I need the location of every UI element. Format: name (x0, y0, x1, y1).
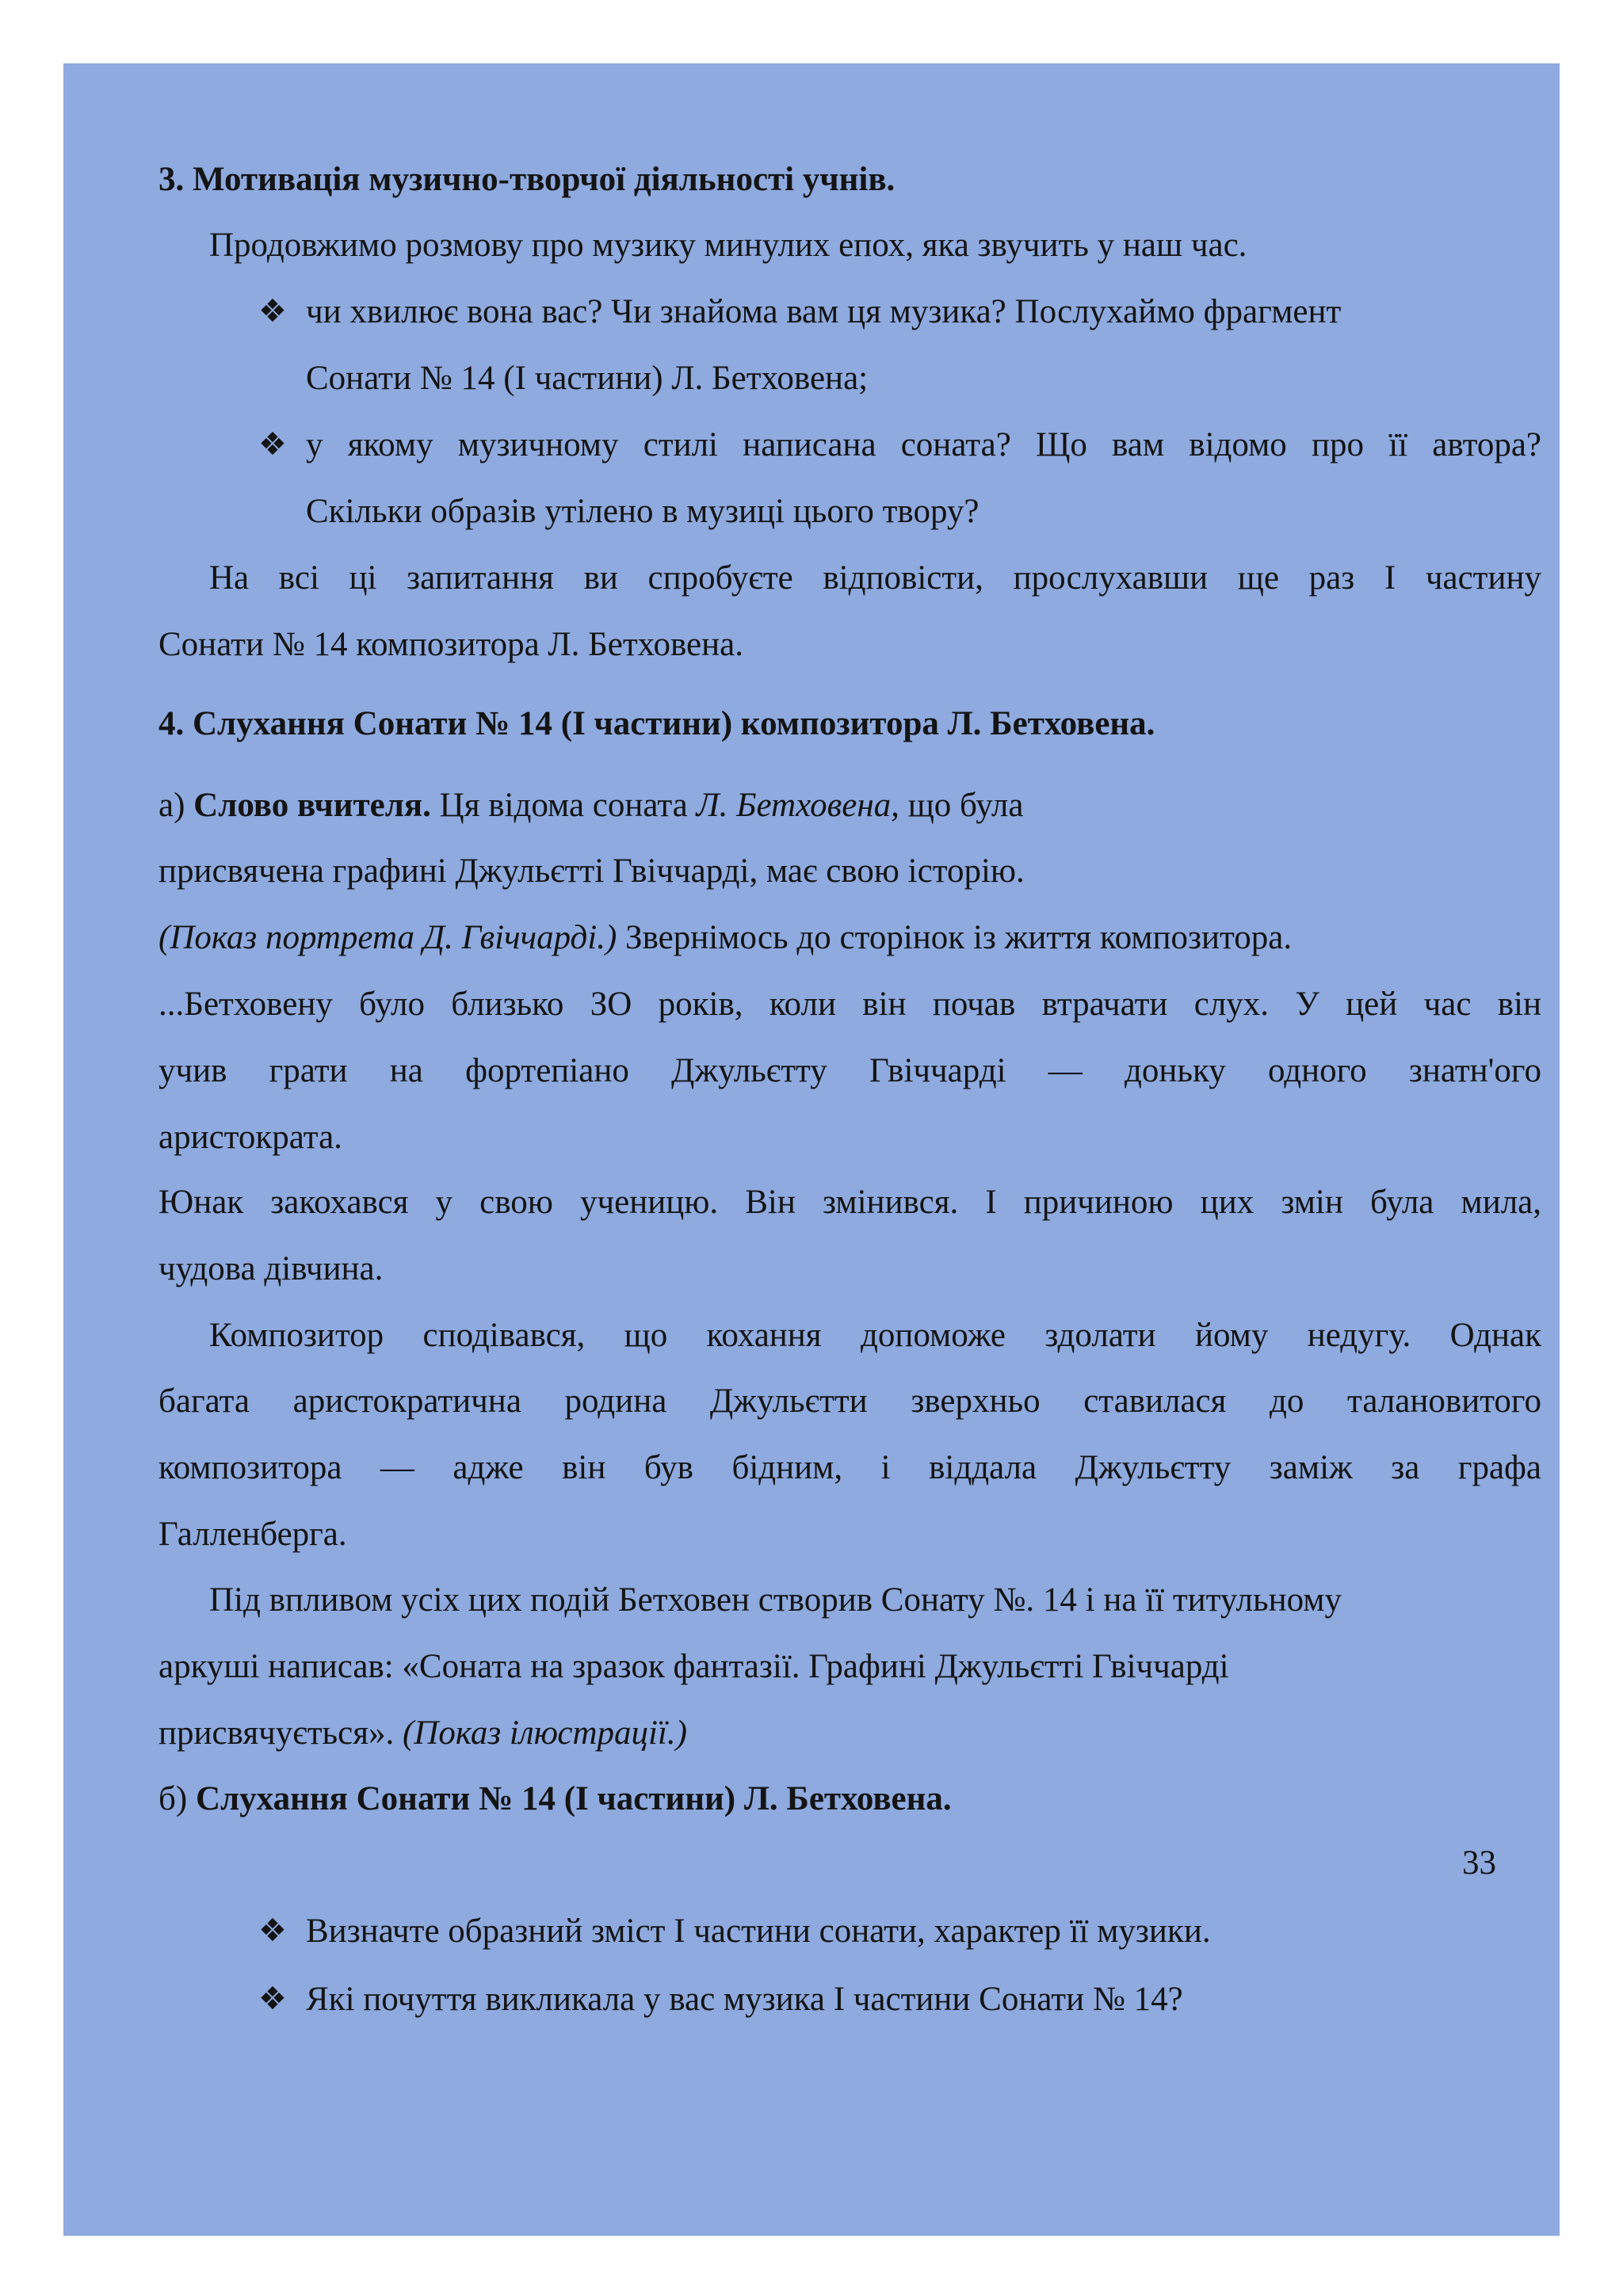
paragraph-4-line-3-text: присвячується». (158, 1714, 403, 1752)
item-b-heading: Слухання Сонати № 14 (І частини) Л. Бетховена. (195, 1780, 952, 1817)
paragraph-a-text-1: Ця відома соната (430, 787, 697, 824)
portrait-note: (Показ портрета Д. Гвіччарді.) (158, 919, 617, 956)
page-number: 33 (1462, 1844, 1496, 1882)
paragraph-a-text-2: що була (899, 787, 1024, 824)
paragraph-4-line-1: Під впливом усіх цих подій Бетховен створив Сонату №. 14 і на її титульному (209, 1581, 1342, 1619)
paragraph-a-line-2: присвячена графині Джульєтті Гвіччарді, має свою історію. (158, 852, 1025, 890)
item-b-line (158, 1766, 952, 1832)
paragraph-2-line-1: Юнак закохався у свою ученицю. Він змінився. І причиною цих змін була мила, (158, 1184, 1541, 1221)
paragraph-1-line-2: учив грати на фортепіано Джульєтту Гвіччарді — доньку одного знатн'ого (158, 1052, 1541, 1089)
teacher-word-label: Слово вчителя. (193, 787, 431, 824)
paragraph-a-line-1 (158, 772, 1023, 838)
paragraph-3-line-3: композитора — адже він був бідним, і віддала Джульєтту заміж за графа (158, 1449, 1541, 1486)
bullet-1-line-2: Сонати № 14 (І частини) Л. Бетховена; (306, 360, 869, 397)
diamond-bullet-icon: ❖ (258, 426, 287, 463)
diamond-bullet-icon: ❖ (258, 1981, 287, 2017)
illustration-note: (Показ ілюстрації.) (402, 1714, 687, 1752)
paragraph-4-line-2: аркуші написав: «Соната на зразок фантазії. Графині Джульєтті Гвіччарді (158, 1648, 1229, 1685)
paragraph-4-line-3 (158, 1700, 687, 1766)
diamond-bullet-icon: ❖ (258, 1913, 287, 1949)
bullet-2-line-2: Скільки образів утілено в музиці цього твору? (306, 493, 980, 530)
paragraph-a-line-3 (158, 905, 1292, 971)
item-b-prefix: б) (158, 1780, 196, 1817)
section-3-heading: 3. Мотивація музично-творчої діяльності учнів. (158, 161, 896, 198)
item-a-prefix: а) (158, 787, 194, 824)
paragraph-2-line-2: чудова дівчина. (158, 1250, 384, 1287)
paragraph-3-line-2: багата аристократична родина Джульєтти зверхньо ставилася до талановитого (158, 1383, 1541, 1420)
paragraph-3-line-4: Галленберга. (158, 1516, 347, 1553)
diamond-bullet-icon: ❖ (258, 293, 287, 330)
section-4-heading: 4. Слухання Сонати № 14 (І частини) композитора Л. Бетховена. (158, 705, 1155, 742)
paragraph-1-line-3: аристократа. (158, 1119, 342, 1156)
bullet-4: Які почуття викликала у вас музика І частини Сонати № 14? (306, 1981, 1183, 2018)
section-3-intro: Продовжимо розмову про музику минулих епох, яка звучить у наш час. (209, 227, 1247, 264)
paragraph-3-line-1: Композитор сподівався, що кохання допоможе здолати йому недугу. Однак (209, 1317, 1541, 1354)
bullet-3: Визначте образний зміст І частини сонати, характер її музики. (306, 1913, 1211, 1950)
paragraph-a-italic: Л. Бетховена, (696, 787, 899, 824)
bullet-1-line-1: чи хвилює вона вас? Чи знайома вам ця музика? Послухаймо фрагмент (306, 293, 1342, 330)
section-3-outro-line-1: На всі ці запитання ви спробуєте відповісти, прослухавши ще раз І частину (209, 559, 1541, 597)
paragraph-a-line-3-text: Звернімось до сторінок із життя композитора. (617, 919, 1293, 956)
section-3-outro-line-2: Сонати № 14 композитора Л. Бетховена. (158, 626, 743, 663)
bullet-2-line-1: у якому музичному стилі написана соната? Що вам відомо про її автора? (306, 426, 1541, 463)
paragraph-1-line-1: ...Бетховену було близько ЗО років, коли він почав втрачати слух. У цей час він (158, 986, 1541, 1023)
